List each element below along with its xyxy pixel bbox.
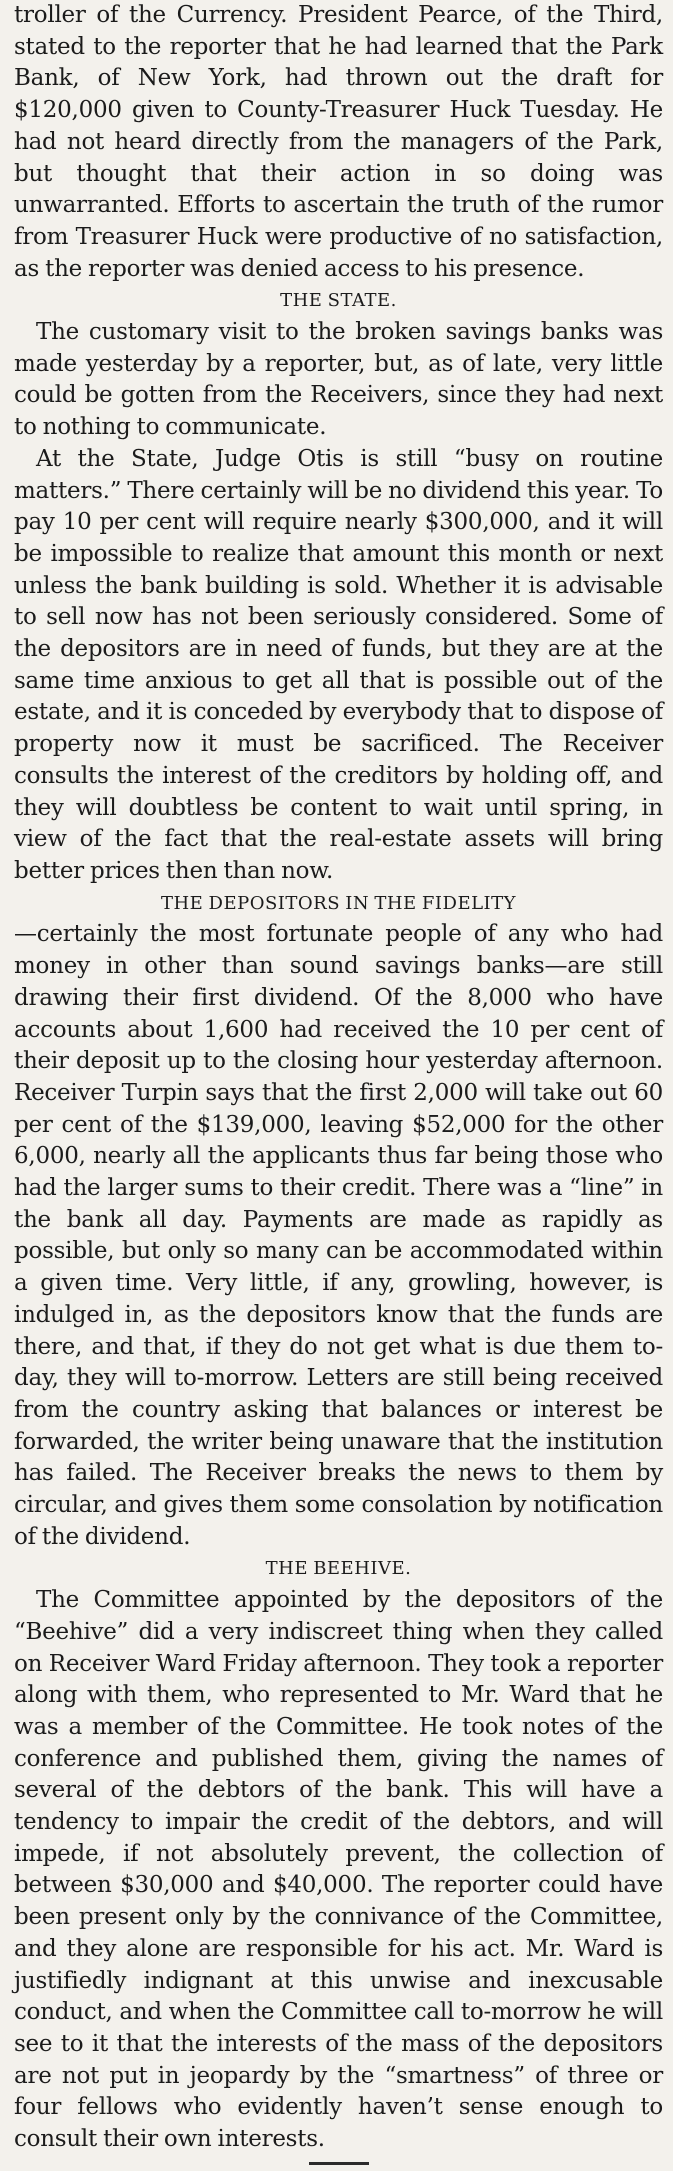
end-rule-divider: [309, 2162, 369, 2165]
article-column: [14, 0, 663, 2165]
paragraph-beehive-committee: The Committee appointed by the depositors of the “Beehive” did a very indiscreet thing when they called on Receiver Ward Friday afternoon. They took a reporter along with them, who represented to Mr. Ward that he was a member of the Committee. He took notes of the conference and published them, giving the names of several of the debtors of the bank. This will have a tendency to impair the credit of the debtors, and will impede, if not absolutely prevent, the collection of between $30,000 and $40,000. The reporter could have been present only by the connivance of the Committee, and they alone are responsible for his act. Mr. Ward is justifiedly indignant at this unwise and inexcusable conduct, and when the Committee call to-morrow he will see to it that the interests of the mass of the depositors are not put in jeopardy by the “smartness” of three or four fellows who evidently haven’t sense enough to consult their own interests.: [14, 1587, 663, 2153]
paragraph-savings-banks-visit: The customary visit to the broken savings banks was made yesterday by a reporter, but, as of late, very little could be gotten from the Receivers, since they had next to nothing to communicate.: [14, 319, 663, 441]
paragraph-park-bank: troller of the Currency. President Pearce, of the Third, stated to the reporter that he had learned that the Park Bank, of New York, had thrown out the draft for $120,000 given to County-Treasurer Huck Tuesday. He had not heard directly from the managers of the Park, but thought that their action in so doing was unwarranted. Efforts to ascertain the truth of the rumor from Treasurer Huck were productive of no satisfaction, as the reporter was denied access to his presence.: [14, 2, 663, 282]
paragraph-fidelity-dividend: —certainly the most fortunate people of any who had money in other than sound savings banks—are still drawing their first dividend. Of the 8,000 who have accounts about 1,600 had received the 10 per cent of their deposit up to the closing hour yesterday afternoon. Receiver Turpin says that the first 2,000 will take out 60 per cent of the $139,000, leaving $52,000 for the other 6,000, nearly all the applicants thus far being those who had the larger sums to their credit. There was a “line” in the bank all day. Payments are made as rapidly as possible, but only so many can be accommodated within a given time. Very little, if any, growling, however, is indulged in, as the depositors know that the funds are there, and that, if they do not get what is due them to-day, they will to-morrow. Letters are still being received from the country asking that balances or interest be forwarded, the writer being unaware that the institution has failed. The Receiver breaks the news to them by circular, and gives them some consolation by notification of the dividend.: [14, 921, 663, 1550]
heading-the-state: THE STATE.: [280, 290, 397, 312]
heading-the-beehive: THE BEEHIVE.: [265, 1558, 412, 1580]
paragraph-state-bank: At the State, Judge Otis is still “busy on routine matters.” There certainly will be no dividend this year. To pay 10 per cent will require nearly $300,000, and it will be impossible to realize that amount this month or next unless the bank building is sold. Whether it is advisable to sell now has not been seriously considered. Some of the depositors are in need of funds, but they are at the same time anxious to get all that is possible out of the estate, and it is conceded by everybody that to dispose of property now it must be sacrificed. The Receiver consults the interest of the creditors by holding off, and they will doubtless be content to wait until spring, in view of the fact that the real-estate assets will bring better prices then than now.: [14, 445, 663, 884]
heading-depositors-in-the-fidelity: THE DEPOSITORS IN THE FIDELITY: [160, 892, 517, 914]
